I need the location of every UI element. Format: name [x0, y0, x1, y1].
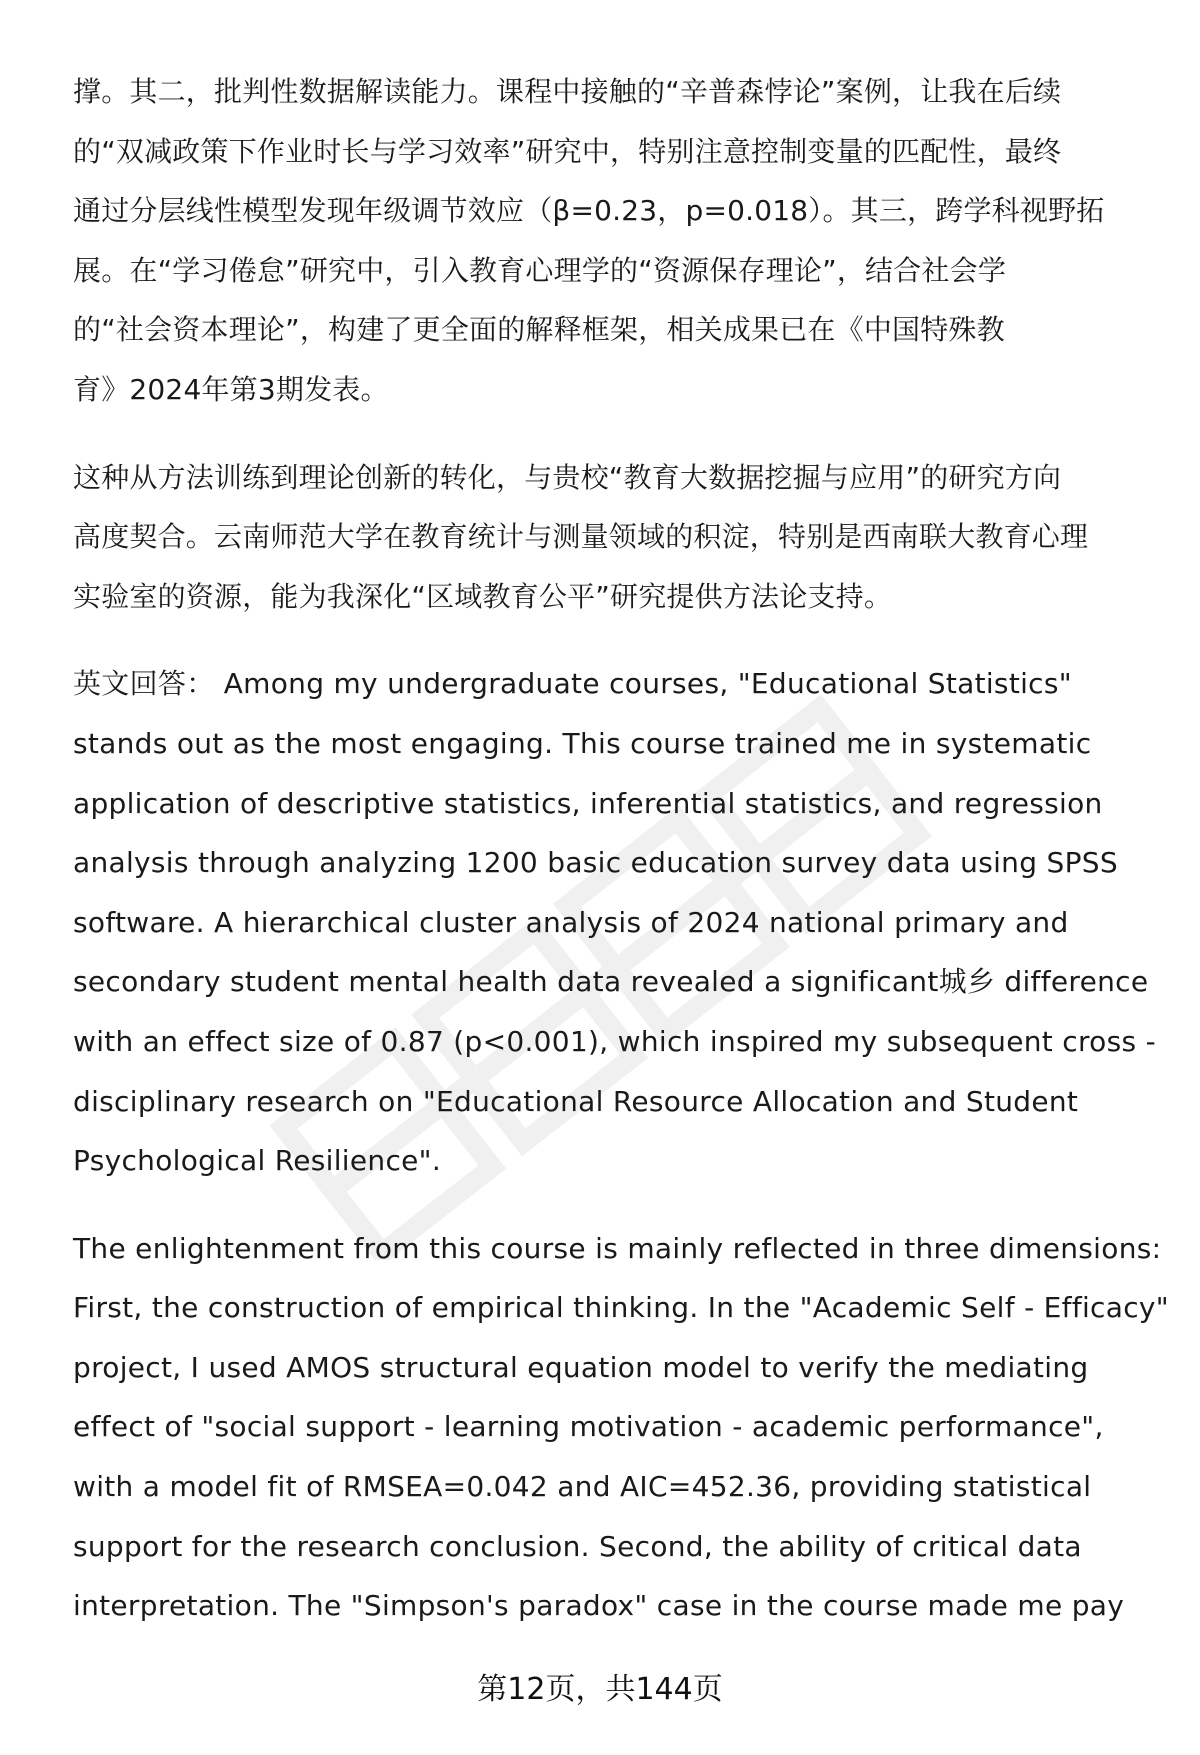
text-line: Psychological Resilience". — [73, 1144, 442, 1178]
text-line: application of descriptive statistics, inferential statistics, and regression — [73, 786, 1103, 820]
paragraph-chinese-fit — [73, 448, 1153, 627]
text-line: 这种从方法训练到理论创新的转化，与贵校“教育大数据挖掘与应用”的研究方向 — [73, 460, 1062, 494]
text-line: project, I used AMOS structural equation model to verify the mediating — [73, 1350, 1089, 1384]
paragraph-english-enlightenment — [73, 1219, 1169, 1636]
text-line: with a model fit of RMSEA=0.042 and AIC=452.36, providing statistical — [73, 1470, 1092, 1504]
text-line: with an effect size of 0.87 (p<0.001), which inspired my subsequent cross - — [73, 1024, 1156, 1058]
text-line: The enlightenment from this course is mainly reflected in three dimensions: — [73, 1231, 1162, 1265]
text-line: stands out as the most engaging. This course trained me in systematic — [73, 726, 1092, 760]
text-line: 高度契合。云南师范大学在教育统计与测量领域的积淀，特别是西南联大教育心理 — [73, 520, 1089, 554]
text-line: support for the research conclusion. Second, the ability of critical data — [73, 1529, 1082, 1563]
paragraph-chinese-continuation — [73, 62, 1153, 420]
text-line: 的“社会资本理论”，构建了更全面的解释框架，相关成果已在《中国特殊教 — [73, 313, 1005, 347]
text-line: disciplinary research on "Educational Resource Allocation and Student — [73, 1084, 1079, 1118]
text-line: 展。在“学习倦怠”研究中，引入教育心理学的“资源保存理论”，结合社会学 — [73, 253, 1007, 287]
page-number: 第12页，共144页 — [477, 1672, 723, 1707]
text-line: 的“双减政策下作业时长与学习效率”研究中，特别注意控制变量的匹配性，最终 — [73, 134, 1062, 168]
text-line: software. A hierarchical cluster analysis of 2024 national primary and — [73, 905, 1069, 939]
text-line: First, the construction of empirical thinking. In the "Academic Self - Efficacy" — [73, 1291, 1169, 1325]
text-line: 通过分层线性模型发现年级调节效应（β=0.23，p=0.018）。其三，跨学科视野拓 — [73, 194, 1105, 228]
text-line: analysis through analyzing 1200 basic education survey data using SPSS — [73, 846, 1118, 880]
text-line: secondary student mental health data revealed a significant城乡 difference — [73, 965, 1149, 999]
document-body — [73, 62, 1169, 1636]
text-line: 撑。其二，批判性数据解读能力。课程中接触的“辛普森悖论”案例，让我在后续 — [73, 75, 1062, 108]
text-line: 育》2024年第3期发表。 — [73, 372, 389, 406]
text-line: interpretation. The "Simpson's paradox" case in the course made me pay — [73, 1589, 1125, 1623]
text-line: 英文回答： Among my undergraduate courses, "Educational Statistics" — [73, 667, 1072, 701]
text-line: 实验室的资源，能为我深化“区域教育公平”研究提供方法论支持。 — [73, 579, 893, 613]
text-line: effect of "social support - learning motivation - academic performance", — [73, 1410, 1104, 1444]
paragraph-english-answer — [73, 654, 1156, 1190]
